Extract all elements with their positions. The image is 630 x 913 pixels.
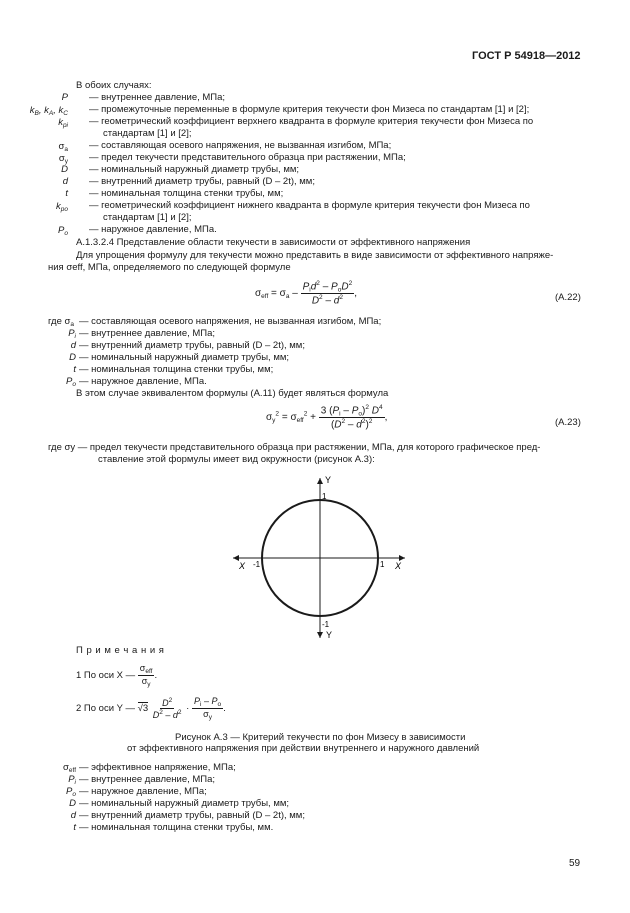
y-axis-label-bottom: Y bbox=[326, 630, 333, 640]
def-text: — номинальная толщина стенки трубы, мм; bbox=[89, 188, 284, 199]
def-symbol: $P_i$ bbox=[68, 774, 76, 786]
def-text: — номинальный наружный диаметр трубы, мм; bbox=[79, 352, 290, 363]
y-axis-arrow-down bbox=[317, 632, 323, 638]
def-symbol: $k_{po}$ bbox=[56, 201, 68, 213]
intro-text: В обоих случаях: bbox=[76, 80, 152, 91]
note-1-label: 1 По оси X — bbox=[76, 670, 136, 682]
def-symbol: $\sigma_{eff}$ bbox=[63, 762, 76, 774]
def-symbol: d bbox=[70, 340, 76, 351]
def-symbol: $k_B$, $k_A$, $k_C$ bbox=[29, 105, 68, 117]
note-2-label: 2 По оси Y — bbox=[76, 703, 135, 715]
figure-caption-line: Рисунок А.3 — Критерий текучести по фон Мизесу в зависимости bbox=[175, 732, 466, 743]
note-2: 2 По оси Y — √3 $\frac{D^2}{D^2 - d^2}$ · $\frac{P_i - P_o}{\sigma_y}$ . bbox=[76, 696, 226, 721]
paragraph-line: ставление этой формулы имеет вид окружности (рисунок А.3): bbox=[98, 454, 375, 465]
def-symbol: P bbox=[61, 92, 68, 103]
def-text: — геометрический коэффициент верхнего квадранта в формуле критерия текучести фон Мизеса по bbox=[89, 116, 534, 127]
tick-label-x-neg: -1 bbox=[253, 560, 261, 569]
def-text: — номинальная толщина стенки трубы, мм; bbox=[79, 364, 274, 375]
def-text: — внутреннее давление, МПа; bbox=[79, 774, 216, 785]
def-text: — номинальная толщина стенки трубы, мм. bbox=[79, 822, 274, 833]
def-symbol: $\sigma_a$ bbox=[58, 141, 68, 153]
def-symbol: $P_i$ bbox=[68, 328, 76, 340]
def-symbol: t bbox=[65, 188, 68, 199]
def-text: — внутреннее давление, МПа; bbox=[79, 328, 216, 339]
def-text: — номинальный наружный диаметр трубы, мм; bbox=[79, 798, 290, 809]
x-axis-label-left: X bbox=[239, 561, 246, 571]
yield-circle-figure bbox=[225, 470, 415, 650]
def-symbol: d bbox=[62, 176, 68, 187]
def-symbol: t bbox=[73, 822, 76, 833]
def-symbol: D bbox=[69, 798, 76, 809]
def-text: — предел текучести представительного образца при растяжении, МПа; bbox=[89, 152, 406, 163]
paragraph-line: В этом случае эквивалентом формулы (А.11) будет являться формула bbox=[76, 388, 389, 399]
def-text: — внутреннее давление, МПа; bbox=[89, 92, 226, 103]
def-symbol: где $\sigma_a$ bbox=[48, 316, 74, 328]
tick-label-y-pos: 1 bbox=[322, 492, 327, 501]
paragraph-line: где σy — предел текучести представительного образца при растяжении, МПа, для которого графическое пред- bbox=[48, 442, 541, 453]
def-symbol: D bbox=[61, 164, 68, 175]
document-header: ГОСТ Р 54918—2012 bbox=[472, 50, 581, 62]
def-text: — наружное давление, МПа; bbox=[79, 786, 207, 797]
def-symbol: $k_{pi}$ bbox=[58, 117, 68, 129]
tick-label-y-neg: -1 bbox=[322, 620, 330, 629]
formula-number: (А.22) bbox=[555, 292, 581, 303]
paragraph-line: Для упрощения формулу для текучести можно представить в виде зависимости от эффективного напряже- bbox=[76, 250, 554, 261]
notes-title: П р и м е ч а н и я bbox=[76, 645, 165, 656]
tick-label-x-pos: 1 bbox=[380, 560, 385, 569]
paragraph-line: ния σeff, МПа, определяемого по следующей формуле bbox=[48, 262, 291, 273]
def-symbol: t bbox=[73, 364, 76, 375]
def-text: — геометрический коэффициент нижнего квадранта в формуле критерия текучести фон Мизеса по bbox=[89, 200, 530, 211]
def-symbol: d bbox=[70, 810, 76, 821]
def-symbol: $P_o$ bbox=[66, 376, 76, 388]
def-text: — внутренний диаметр трубы, равный (D – 2t), мм; bbox=[79, 810, 305, 821]
formula-a23: $\sigma_y^2 = \sigma_{eff}^2$ + $\frac{3 (P_i - P_o)^2 D^4}{(D^2 - d^2)^2}$ , bbox=[266, 404, 388, 431]
def-symbol: $\sigma_y$ bbox=[58, 153, 68, 165]
x-axis-label-right: X bbox=[395, 561, 402, 571]
figure-caption-line: от эффективного напряжения при действии внутреннего и наружного давлений bbox=[127, 743, 480, 754]
page-number: 59 bbox=[569, 858, 581, 869]
def-text: — номинальный наружный диаметр трубы, мм; bbox=[89, 164, 300, 175]
def-symbol: D bbox=[69, 352, 76, 363]
def-text: — эффективное напряжение, МПа; bbox=[79, 762, 236, 773]
def-text-continued: стандартам [1] и [2]; bbox=[103, 128, 192, 139]
def-symbol: $P_o$ bbox=[66, 786, 76, 798]
def-text: — составляющая осевого напряжения, не вызванная изгибом, МПа; bbox=[89, 140, 392, 151]
def-text: — промежуточные переменные в формуле критерия текучести фон Мизеса по стандартам [1] и [2]; bbox=[89, 104, 530, 115]
def-text-continued: стандартам [1] и [2]; bbox=[103, 212, 192, 223]
def-text: — наружное давление, МПа. bbox=[79, 376, 207, 387]
def-text: — составляющая осевого напряжения, не вызванная изгибом, МПа; bbox=[79, 316, 382, 327]
formula-a22: $\sigma_{eff} = \sigma_a$ – $\frac{P_id^2 - P_oD^2}{D^2 - d^2}$ , bbox=[255, 280, 357, 307]
section-title: А.1.3.2.4 Представление области текучести в зависимости от эффективного напряжения bbox=[76, 237, 471, 248]
def-text: — наружное давление, МПа. bbox=[89, 224, 217, 235]
y-axis-arrow-up bbox=[317, 478, 323, 484]
y-axis-label-top: Y bbox=[325, 475, 332, 485]
def-text: — внутренний диаметр трубы, равный (D – 2t), мм; bbox=[79, 340, 305, 351]
note-1: 1 По оси X — $\frac{\sigma_{eff}}{\sigma_y}$ . bbox=[76, 663, 158, 688]
def-symbol: $P_o$ bbox=[58, 225, 68, 237]
formula-number: (А.23) bbox=[555, 417, 581, 428]
def-text: — внутренний диаметр трубы, равный (D – 2t), мм; bbox=[89, 176, 315, 187]
